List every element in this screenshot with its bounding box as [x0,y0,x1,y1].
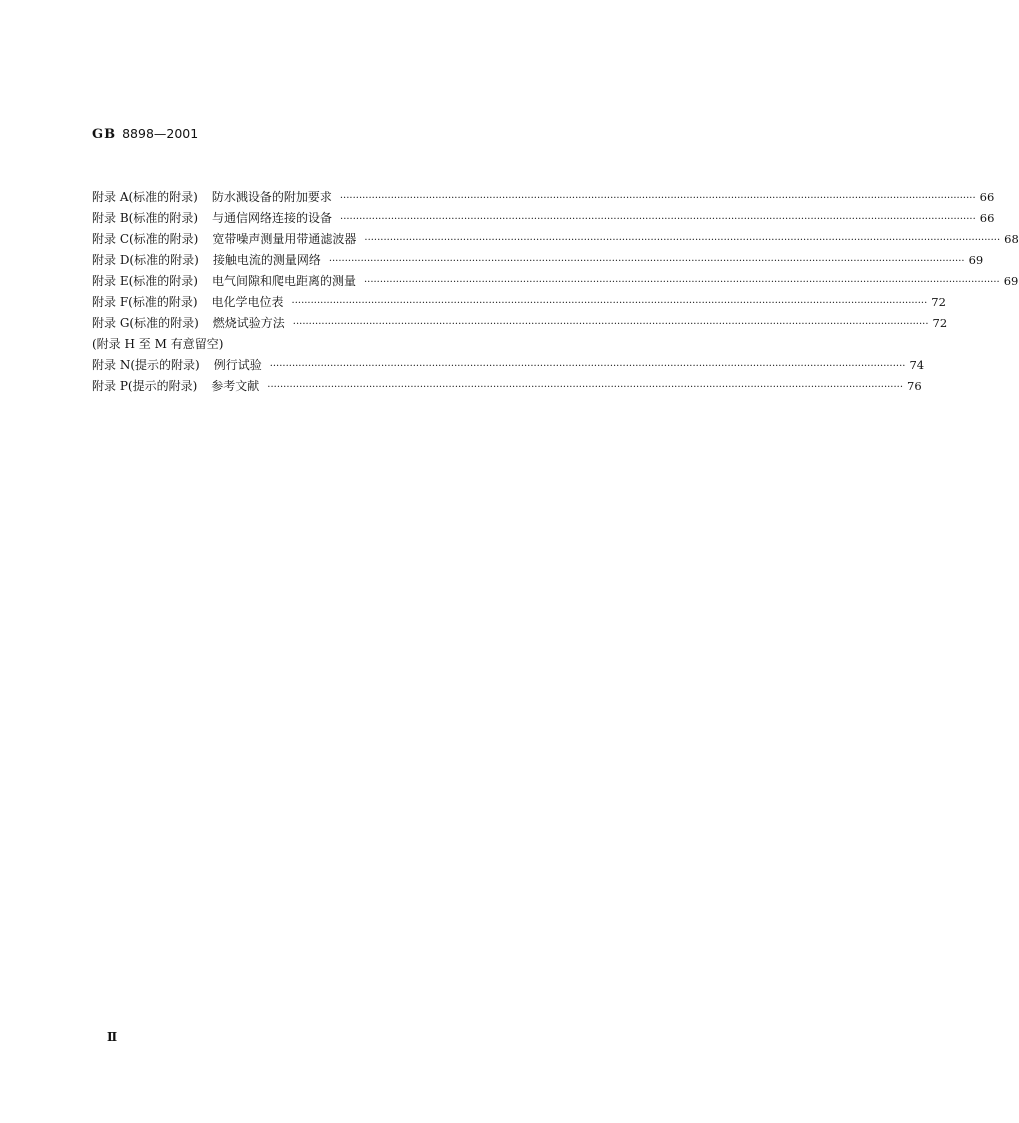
table-of-contents [92,187,1019,397]
toc-entry-page: 69 [968,253,984,267]
toc-leader-dots: ········································································································································································································ [267,382,904,393]
toc-entry-label: 附录 G(标准的附录) [92,316,199,330]
toc-entry-page: 76 [907,379,922,393]
toc-entry-title: 电化学电位表 [211,295,284,309]
toc-entry-title: 参考文献 [211,379,260,393]
standard-code: GB [92,127,117,142]
toc-leader-dots: ········································································································································································································ [328,256,965,267]
toc-entry-page: 68 [1004,232,1019,246]
toc-entry-title: 燃烧试验方法 [212,316,285,330]
page-header [92,126,198,142]
toc-leader-dots: ········································································································································································································ [340,214,976,225]
toc-entry[interactable] [92,187,995,208]
toc-entry-title: 防水溅设备的附加要求 [211,190,332,204]
toc-entry-label: 附录 B(标准的附录) [92,211,198,225]
page-number: Ⅱ [107,1030,118,1044]
toc-leader-dots: ········································································································································································································ [363,277,1000,288]
toc-entry-title: 与通信网络连接的设备 [212,211,333,225]
toc-entry-label: 附录 F(标准的附录) [92,295,198,309]
toc-leader-dots: ········································································································································································································ [291,298,928,309]
toc-entry-page: 72 [931,295,946,309]
toc-entry-page: 66 [979,190,995,204]
toc-leader-dots: ········································································································································································································ [269,361,906,372]
toc-entry[interactable] [92,271,1019,292]
toc-entry[interactable] [92,376,922,397]
toc-entry[interactable] [92,355,925,376]
toc-entry-title: 接触电流的测量网络 [212,253,321,267]
toc-entry-page: 69 [1003,274,1019,288]
toc-entry[interactable] [92,208,995,229]
toc-entry-label: 附录 E(标准的附录) [92,274,198,288]
toc-leader-dots: ········································································································································································································ [339,193,976,204]
toc-entry-title: 例行试验 [213,358,262,372]
toc-entry-page: 72 [932,316,948,330]
toc-entry-label: 附录 P(提示的附录) [92,379,198,393]
toc-leader-dots: ········································································································································································································ [292,319,929,330]
toc-entry[interactable] [92,313,948,334]
toc-entry-title: 电气间隙和爬电距离的测量 [211,274,356,288]
toc-entry-label: 附录 D(标准的附录) [92,253,199,267]
toc-entry-title: 宽带噪声测量用带通滤波器 [212,232,357,246]
toc-entry-label: 附录 C(标准的附录) [92,232,199,246]
toc-entry-page: 74 [909,358,925,372]
standard-number: 8898—2001 [122,126,199,141]
toc-entry-label: 附录 A(标准的附录) [92,190,198,204]
toc-entry-label: 附录 N(提示的附录) [92,358,200,372]
toc-leader-dots: ········································································································································································································ [364,235,1001,246]
toc-entry[interactable] [92,250,984,271]
toc-entry[interactable] [92,292,946,313]
toc-note: (附录 H 至 M 有意留空) [92,337,224,351]
toc-entry-page: 66 [979,211,995,225]
toc-entry[interactable] [92,229,1019,250]
